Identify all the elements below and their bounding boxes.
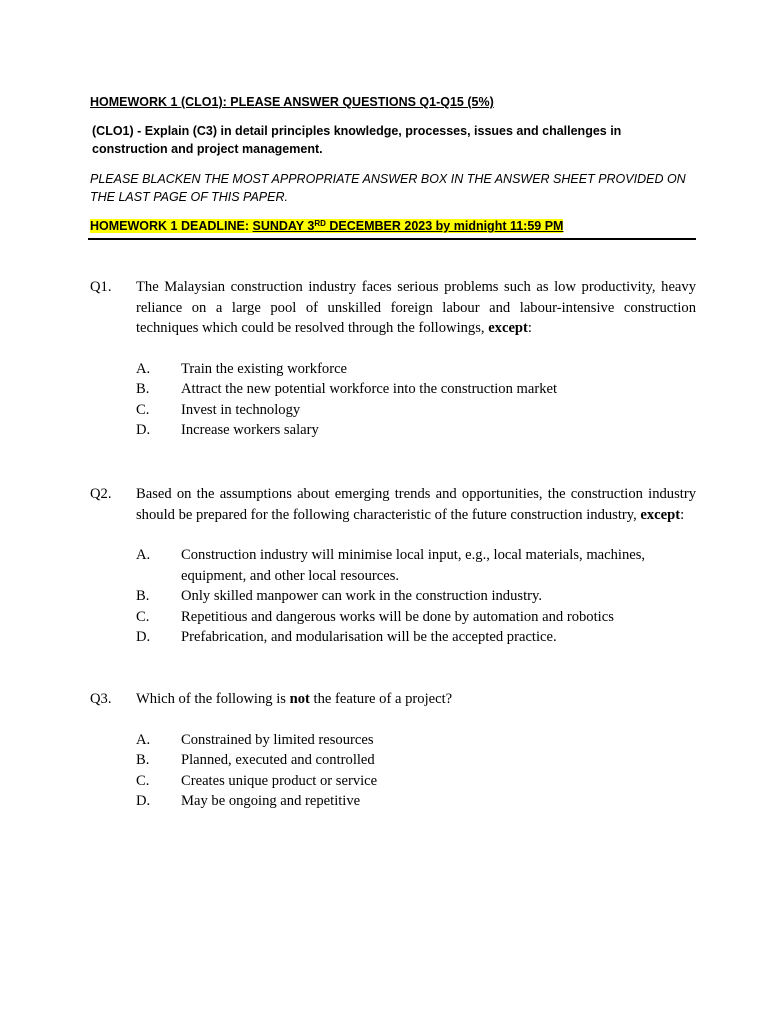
question-3 xyxy=(90,689,696,812)
question-emphasis: not xyxy=(289,691,310,707)
learning-outcome: (CLO1) - Explain (C3) in detail principles knowledge, processes, issues and challenges in construction and project management. xyxy=(92,124,622,156)
option-a: A. Constrained by limited resources xyxy=(136,731,374,748)
question-emphasis: except xyxy=(640,506,681,523)
option-c: C. Invest in technology xyxy=(136,401,301,418)
question-number: Q1. xyxy=(90,279,112,295)
question-text: Which of the following is not the feature of a project? xyxy=(136,691,453,707)
options-list xyxy=(136,730,696,812)
option-d: D. May be ongoing and repetitive xyxy=(136,793,361,809)
option-c: C. Creates unique product or service xyxy=(136,772,378,789)
question-1 xyxy=(90,277,696,441)
question-text: Based on the assumptions about emerging trends and opportunities, the construction industry should be prepared for the following characteristic of the future construction industry, except: xyxy=(136,486,696,523)
question-number: Q3. xyxy=(90,691,112,707)
option-a: A. Train the existing workforce xyxy=(136,360,348,377)
header-divider xyxy=(88,238,696,240)
deadline-ordinal: RD xyxy=(314,219,326,228)
deadline-label: HOMEWORK 1 DEADLINE: xyxy=(90,219,253,233)
option-b: B. Only skilled manpower can work in the construction industry. xyxy=(136,588,542,604)
options-list xyxy=(136,359,696,441)
option-b: B. Attract the new potential workforce into the construction market xyxy=(136,381,558,397)
option-a: A. Construction industry will minimise local input, e.g., local materials, machines, equipment, and other local resources. xyxy=(136,547,646,584)
deadline-date-time: DECEMBER 2023 by midnight 11:59 PM xyxy=(325,219,564,233)
deadline-day: SUNDAY 3RD DECEMBER 2023 by midnight 11:59 PM xyxy=(252,219,564,233)
question-text: The Malaysian construction industry faces serious problems such as low productivity, heavy reliance on a large pool of unskilled foreign labour and labour-intensive construction techniques which could be resolved through the followings, except: xyxy=(136,279,696,336)
question-2 xyxy=(90,484,696,648)
question-number: Q2. xyxy=(90,486,112,502)
option-b: B. Planned, executed and controlled xyxy=(136,752,375,768)
option-d: D. Prefabrication, and modularisation will be the accepted practice. xyxy=(136,629,557,645)
option-c: C. Repetitious and dangerous works will be done by automation and robotics xyxy=(136,608,614,625)
deadline xyxy=(90,217,696,235)
option-d: D. Increase workers salary xyxy=(136,422,319,438)
homework-title: HOMEWORK 1 (CLO1): PLEASE ANSWER QUESTIONS Q1-Q15 (5%) xyxy=(90,95,494,109)
question-emphasis: except xyxy=(488,320,528,336)
answer-instruction: PLEASE BLACKEN THE MOST APPROPRIATE ANSWER BOX IN THE ANSWER SHEET PROVIDED ON THE LAST PAGE OF THIS PAPER. xyxy=(90,172,686,204)
options-list xyxy=(136,545,696,648)
